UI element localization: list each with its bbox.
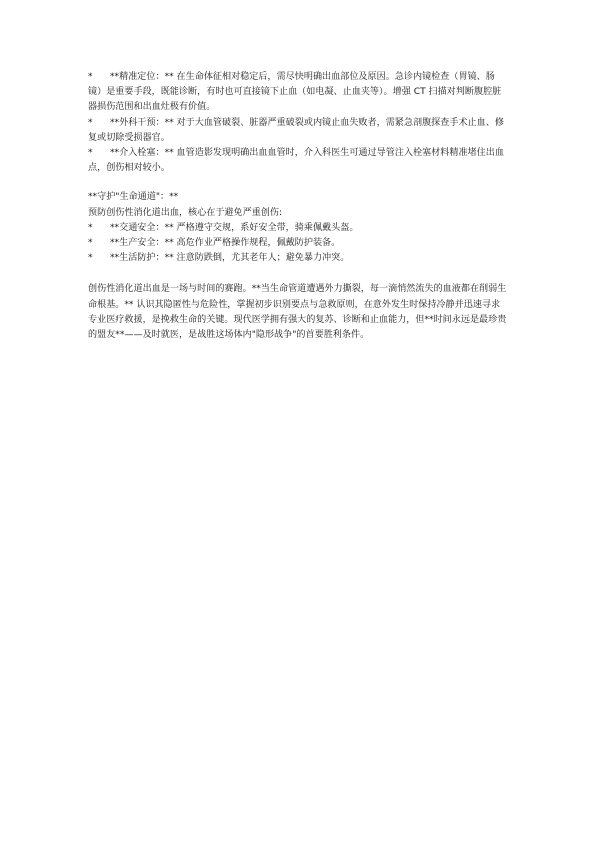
list-item-text: **生产安全：** 高危作业严格操作规程，佩戴防护装备。 <box>110 238 341 249</box>
list-item-text: **精准定位：** 在生命体征相对稳定后，需尽快明确出血部位及原因。急诊内镜检查（胃镜、肠镜）是重要手段，既能诊断，有时也可直接镜下止血（如电凝、止血夹等）。增强 CT 扫描对判断腹腔脏器损伤范围和出血灶极有价值。 <box>88 72 502 113</box>
section-heading: **守护"生命通道"：** <box>88 192 179 203</box>
list-item-traffic-safety <box>88 221 508 236</box>
list-item-text: **生活防护：** 注意防跌倒，尤其老年人；避免暴力冲突。 <box>110 253 350 264</box>
treatment-list <box>88 70 508 176</box>
bullet-marker: * <box>88 148 93 159</box>
document-body <box>88 70 508 343</box>
prevention-section <box>88 190 508 266</box>
list-item-daily-protection <box>88 251 508 266</box>
list-item-text: **交通安全：** 严格遵守交规，系好安全带，骑乘佩戴头盔。 <box>110 222 359 233</box>
list-item-interventional-embolization <box>88 146 508 176</box>
list-item-text: **介入栓塞：** 血管造影发现明确出血血管时，介入科医生可通过导管注入栓塞材料精准堵住出血点，创伤相对较小。 <box>88 148 504 174</box>
list-item-text: **外科干预：** 对于大血管破裂、脏器严重破裂或内镜止血失败者，需紧急剖腹探查手术止血、修复或切除受损器官。 <box>88 117 504 143</box>
section-intro: 预防创伤性消化道出血，核心在于避免严重创伤: <box>88 207 283 218</box>
conclusion-paragraph: 创伤性消化道出血是一场与时间的赛跑。**当生命管道遭遇外力撕裂，每一滴悄然流失的血液都在削弱生命根基。** 认识其隐匿性与危险性，掌握初步识别要点与急救原则，在意外发生时保持冷静并迅速寻求专业医疗救援，是挽救生命的关键。现代医学拥有强大的复苏、诊断和止血能力，但**时间永远是最珍贵的盟友**——及时就医，是战胜这场体内"隐形战争"的首要胜利条件。 <box>88 284 507 341</box>
bullet-marker: * <box>88 253 93 264</box>
list-item-precise-location <box>88 70 508 116</box>
list-item-surgical-intervention <box>88 116 508 146</box>
bullet-marker: * <box>88 117 93 128</box>
bullet-marker: * <box>88 72 93 82</box>
list-item-production-safety <box>88 236 508 251</box>
bullet-marker: * <box>88 222 93 233</box>
bullet-marker: * <box>88 238 93 249</box>
